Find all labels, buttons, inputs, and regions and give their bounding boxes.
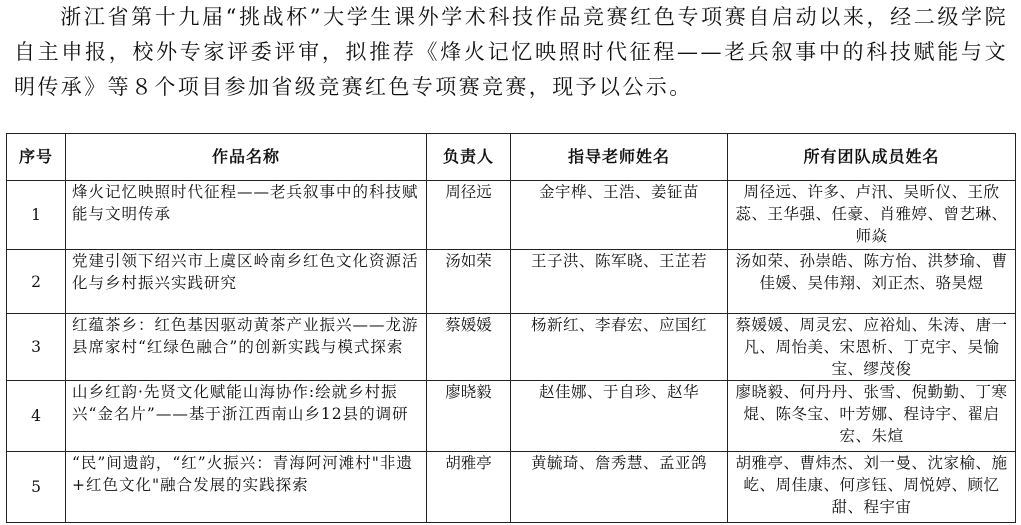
row-members: 周径远、许多、卢汛、吴昕仪、王欣蕊、王华强、任豪、肖雅婷、曾艺琳、师焱 bbox=[728, 181, 1016, 250]
row-index: 5 bbox=[7, 452, 66, 523]
table-row bbox=[7, 314, 1016, 381]
notice-paragraph bbox=[14, 0, 1008, 105]
row-leader: 蔡媛媛 bbox=[427, 314, 511, 381]
row-members: 蔡媛媛、周灵宏、应裕灿、朱涛、唐一凡、周怡美、宋恩析、丁克宇、吴愉宝、缪茂俊 bbox=[728, 314, 1016, 381]
row-index: 2 bbox=[7, 250, 66, 314]
row-members: 胡雅亭、曹炜杰、刘一曼、沈家榆、施屹、周佳康、何彦钰、周悦婷、顾忆甜、程宇宙 bbox=[728, 452, 1016, 523]
row-project: 党建引领下绍兴市上虞区岭南乡红色文化资源活化与乡村振兴实践研究 bbox=[66, 250, 427, 314]
table-row bbox=[7, 250, 1016, 314]
table-row bbox=[7, 181, 1016, 250]
row-members: 廖晓毅、何丹丹、张雪、倪勤勤、丁寒焜、陈冬宝、叶芳娜、程诗宇、翟启宏、朱煊 bbox=[728, 381, 1016, 452]
row-leader: 汤如荣 bbox=[427, 250, 511, 314]
recommended-projects-table bbox=[6, 133, 1016, 523]
table-header-row bbox=[7, 134, 1016, 181]
row-leader: 周径远 bbox=[427, 181, 511, 250]
table-row bbox=[7, 452, 1016, 523]
header-index: 序号 bbox=[7, 134, 66, 181]
notice-text: 浙江省第十九届“挑战杯”大学生课外学术科技作品竞赛红色专项赛自启动以来，经二级学院自主申报，校外专家评委评审，拟推荐《烽火记忆映照时代征程——老兵叙事中的科技赋能与文明传承》等８个项目参加省级竞赛红色专项赛竞赛，现予以公示。 bbox=[14, 5, 1008, 99]
row-index: 3 bbox=[7, 314, 66, 381]
header-project: 作品名称 bbox=[66, 134, 427, 181]
row-project: 山乡红韵·先贤文化赋能山海协作:绘就乡村振兴“金名片”——基于浙江西南山乡12县的调研 bbox=[66, 381, 427, 452]
row-advisor: 杨新红、李春宏、应国红 bbox=[511, 314, 728, 381]
row-leader: 廖晓毅 bbox=[427, 381, 511, 452]
row-index: 1 bbox=[7, 181, 66, 250]
row-members: 汤如荣、孙崇皓、陈方怡、洪梦瑜、曹佳媛、吴伟翔、刘正杰、骆昊煜 bbox=[728, 250, 1016, 314]
row-advisor: 王子洪、陈军晓、王芷若 bbox=[511, 250, 728, 314]
header-members: 所有团队成员姓名 bbox=[728, 134, 1016, 181]
row-index: 4 bbox=[7, 381, 66, 452]
row-advisor: 金宇桦、王浩、姜钲苗 bbox=[511, 181, 728, 250]
row-project: 烽火记忆映照时代征程——老兵叙事中的科技赋能与文明传承 bbox=[66, 181, 427, 250]
table-row bbox=[7, 381, 1016, 452]
header-advisor: 指导老师姓名 bbox=[511, 134, 728, 181]
row-advisor: 赵佳娜、于自珍、赵华 bbox=[511, 381, 728, 452]
row-advisor: 黄毓琦、詹秀慧、孟亚鸽 bbox=[511, 452, 728, 523]
row-project: “民”间遗韵，“红”火振兴：青海阿河滩村"非遗+红色文化"融合发展的实践探索 bbox=[66, 452, 427, 523]
row-leader: 胡雅亭 bbox=[427, 452, 511, 523]
row-project: 红蕴茶乡：红色基因驱动黄茶产业振兴——龙游县席家村“红绿色融合”的创新实践与模式探索 bbox=[66, 314, 427, 381]
header-leader: 负责人 bbox=[427, 134, 511, 181]
